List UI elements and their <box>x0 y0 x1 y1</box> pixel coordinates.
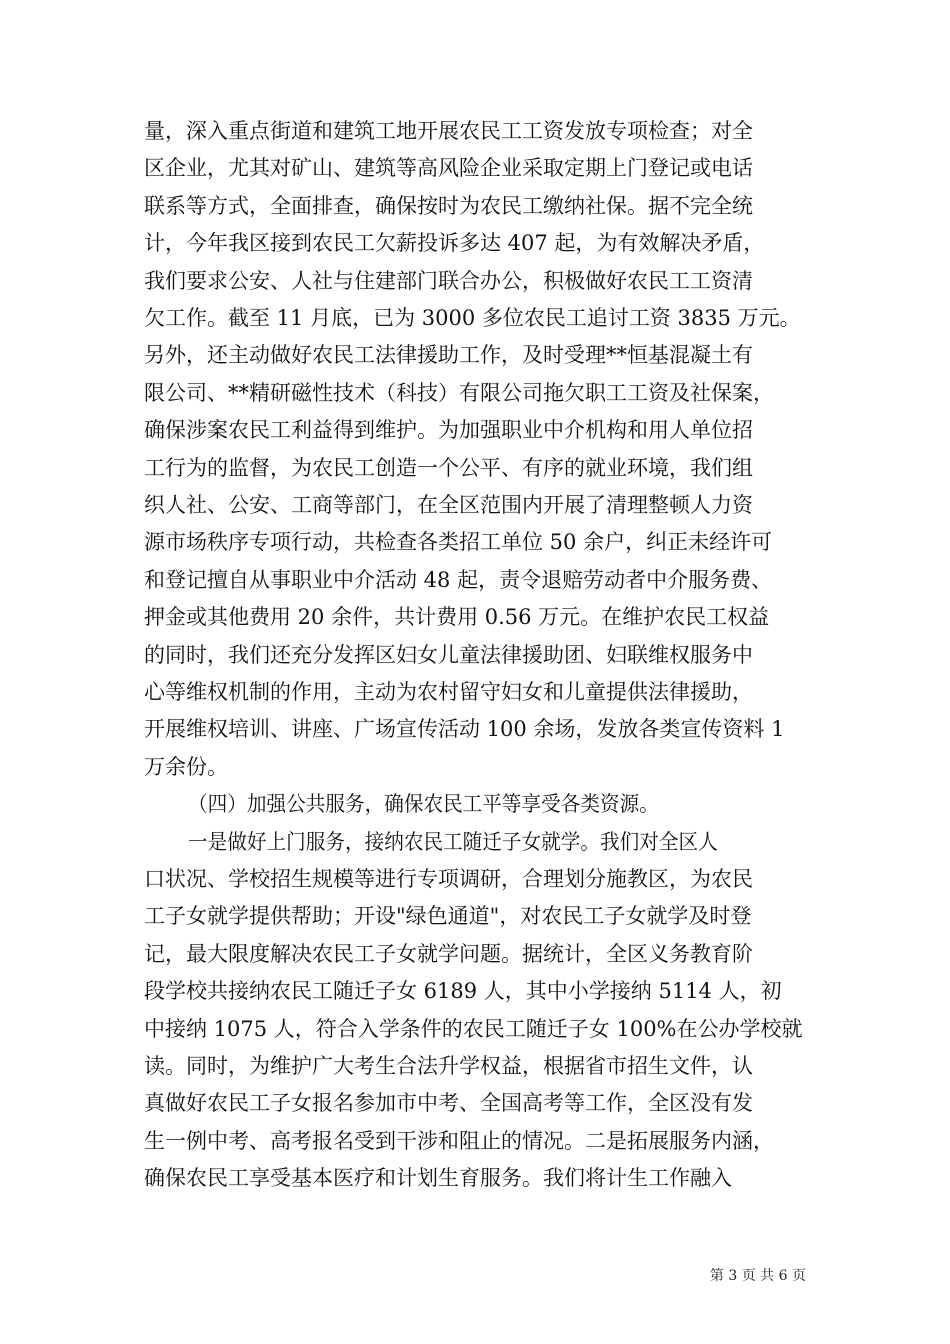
text-line: 联系等方式，全面排查，确保按时为农民工缴纳社保。据不完全统 <box>144 193 753 218</box>
text-line: 中接纳 1075 人，符合入学条件的农民工随迁子女 100%在公办学校就 <box>144 1016 803 1041</box>
text-line: 工子女就学提供帮助；开设"绿色通道"，对农民工子女就学及时登 <box>144 904 752 929</box>
text-line: 工行为的监督，为农民工创造一个公平、有序的就业环境，我们组 <box>144 455 753 480</box>
text-line: 心等维权机制的作用，主动为农村留守妇女和儿童提供法律援助， <box>144 680 753 704</box>
text-line: 口状况、学校招生规模等进行专项调研，合理划分施教区，为农民 <box>144 867 753 891</box>
text-line: 限公司、**精研磁性技术（科技）有限公司拖欠职工工资及社保案， <box>144 380 774 405</box>
text-line: 万余份。 <box>144 754 228 779</box>
text-line: 欠工作。截至 11 月底，已为 3000 多位农民工追讨工资 3835 万元。 <box>144 306 801 330</box>
text-line: 押金或其他费用 20 余件，共计费用 0.56 万元。在维护农民工权益 <box>144 605 770 630</box>
text-line: （四）加强公共服务，确保农民工平等享受各类资源。 <box>188 792 659 817</box>
text-line: 我们要求公安、人社与住建部门联合办公，积极做好农民工工资清 <box>144 268 753 293</box>
text-line: 另外，还主动做好农民工法律援助工作，及时受理**恒基混凝土有 <box>144 343 753 368</box>
text-line: 读。同时，为维护广大考生合法升学权益，根据省市招生文件，认 <box>144 1054 753 1078</box>
text-line: 生一例中考、高考报名受到干涉和阻止的情况。二是拓展服务内涵， <box>144 1128 774 1153</box>
text-line: 源市场秩序专项行动，共检查各类招工单位 50 余户，纠正未经许可 <box>144 530 773 555</box>
text-line: 量，深入重点街道和建筑工地开展农民工工资发放专项检查；对全 <box>144 119 753 143</box>
text-line: 确保涉案农民工利益得到维护。为加强职业中介机构和用人单位招 <box>144 418 753 443</box>
text-line: 开展维权培训、讲座、广场宣传活动 100 余场，发放各类宣传资料 1 <box>144 717 785 742</box>
page-number-footer: 第 3 页 共 6 页 <box>709 1268 806 1284</box>
text-line: 记，最大限度解决农民工子女就学问题。据统计，全区义务教育阶 <box>144 941 753 966</box>
text-line: 的同时，我们还充分发挥区妇女儿童法律援助团、妇联维权服务中 <box>144 642 753 667</box>
text-line: 计，今年我区接到农民工欠薪投诉多达 407 起，为有效解决矛盾， <box>144 231 765 256</box>
text-line: 确保农民工享受基本医疗和计划生育服务。我们将计生工作融入 <box>144 1166 732 1191</box>
text-line: 区企业，尤其对矿山、建筑等高风险企业采取定期上门登记或电话 <box>144 156 753 181</box>
text-line: 真做好农民工子女报名参加市中考、全国高考等工作，全区没有发 <box>144 1091 753 1116</box>
text-line: 段学校共接纳农民工随迁子女 6189 人，其中小学接纳 5114 人，初 <box>144 979 782 1004</box>
text-line: 一是做好上门服务，接纳农民工随迁子女就学。我们对全区人 <box>188 829 718 854</box>
text-line: 织人社、公安、工商等部门，在全区范围内开展了清理整顿人力资 <box>144 493 753 517</box>
text-line: 和登记擅自从事职业中介活动 48 起，责令退赔劳动者中介服务费、 <box>144 567 773 592</box>
